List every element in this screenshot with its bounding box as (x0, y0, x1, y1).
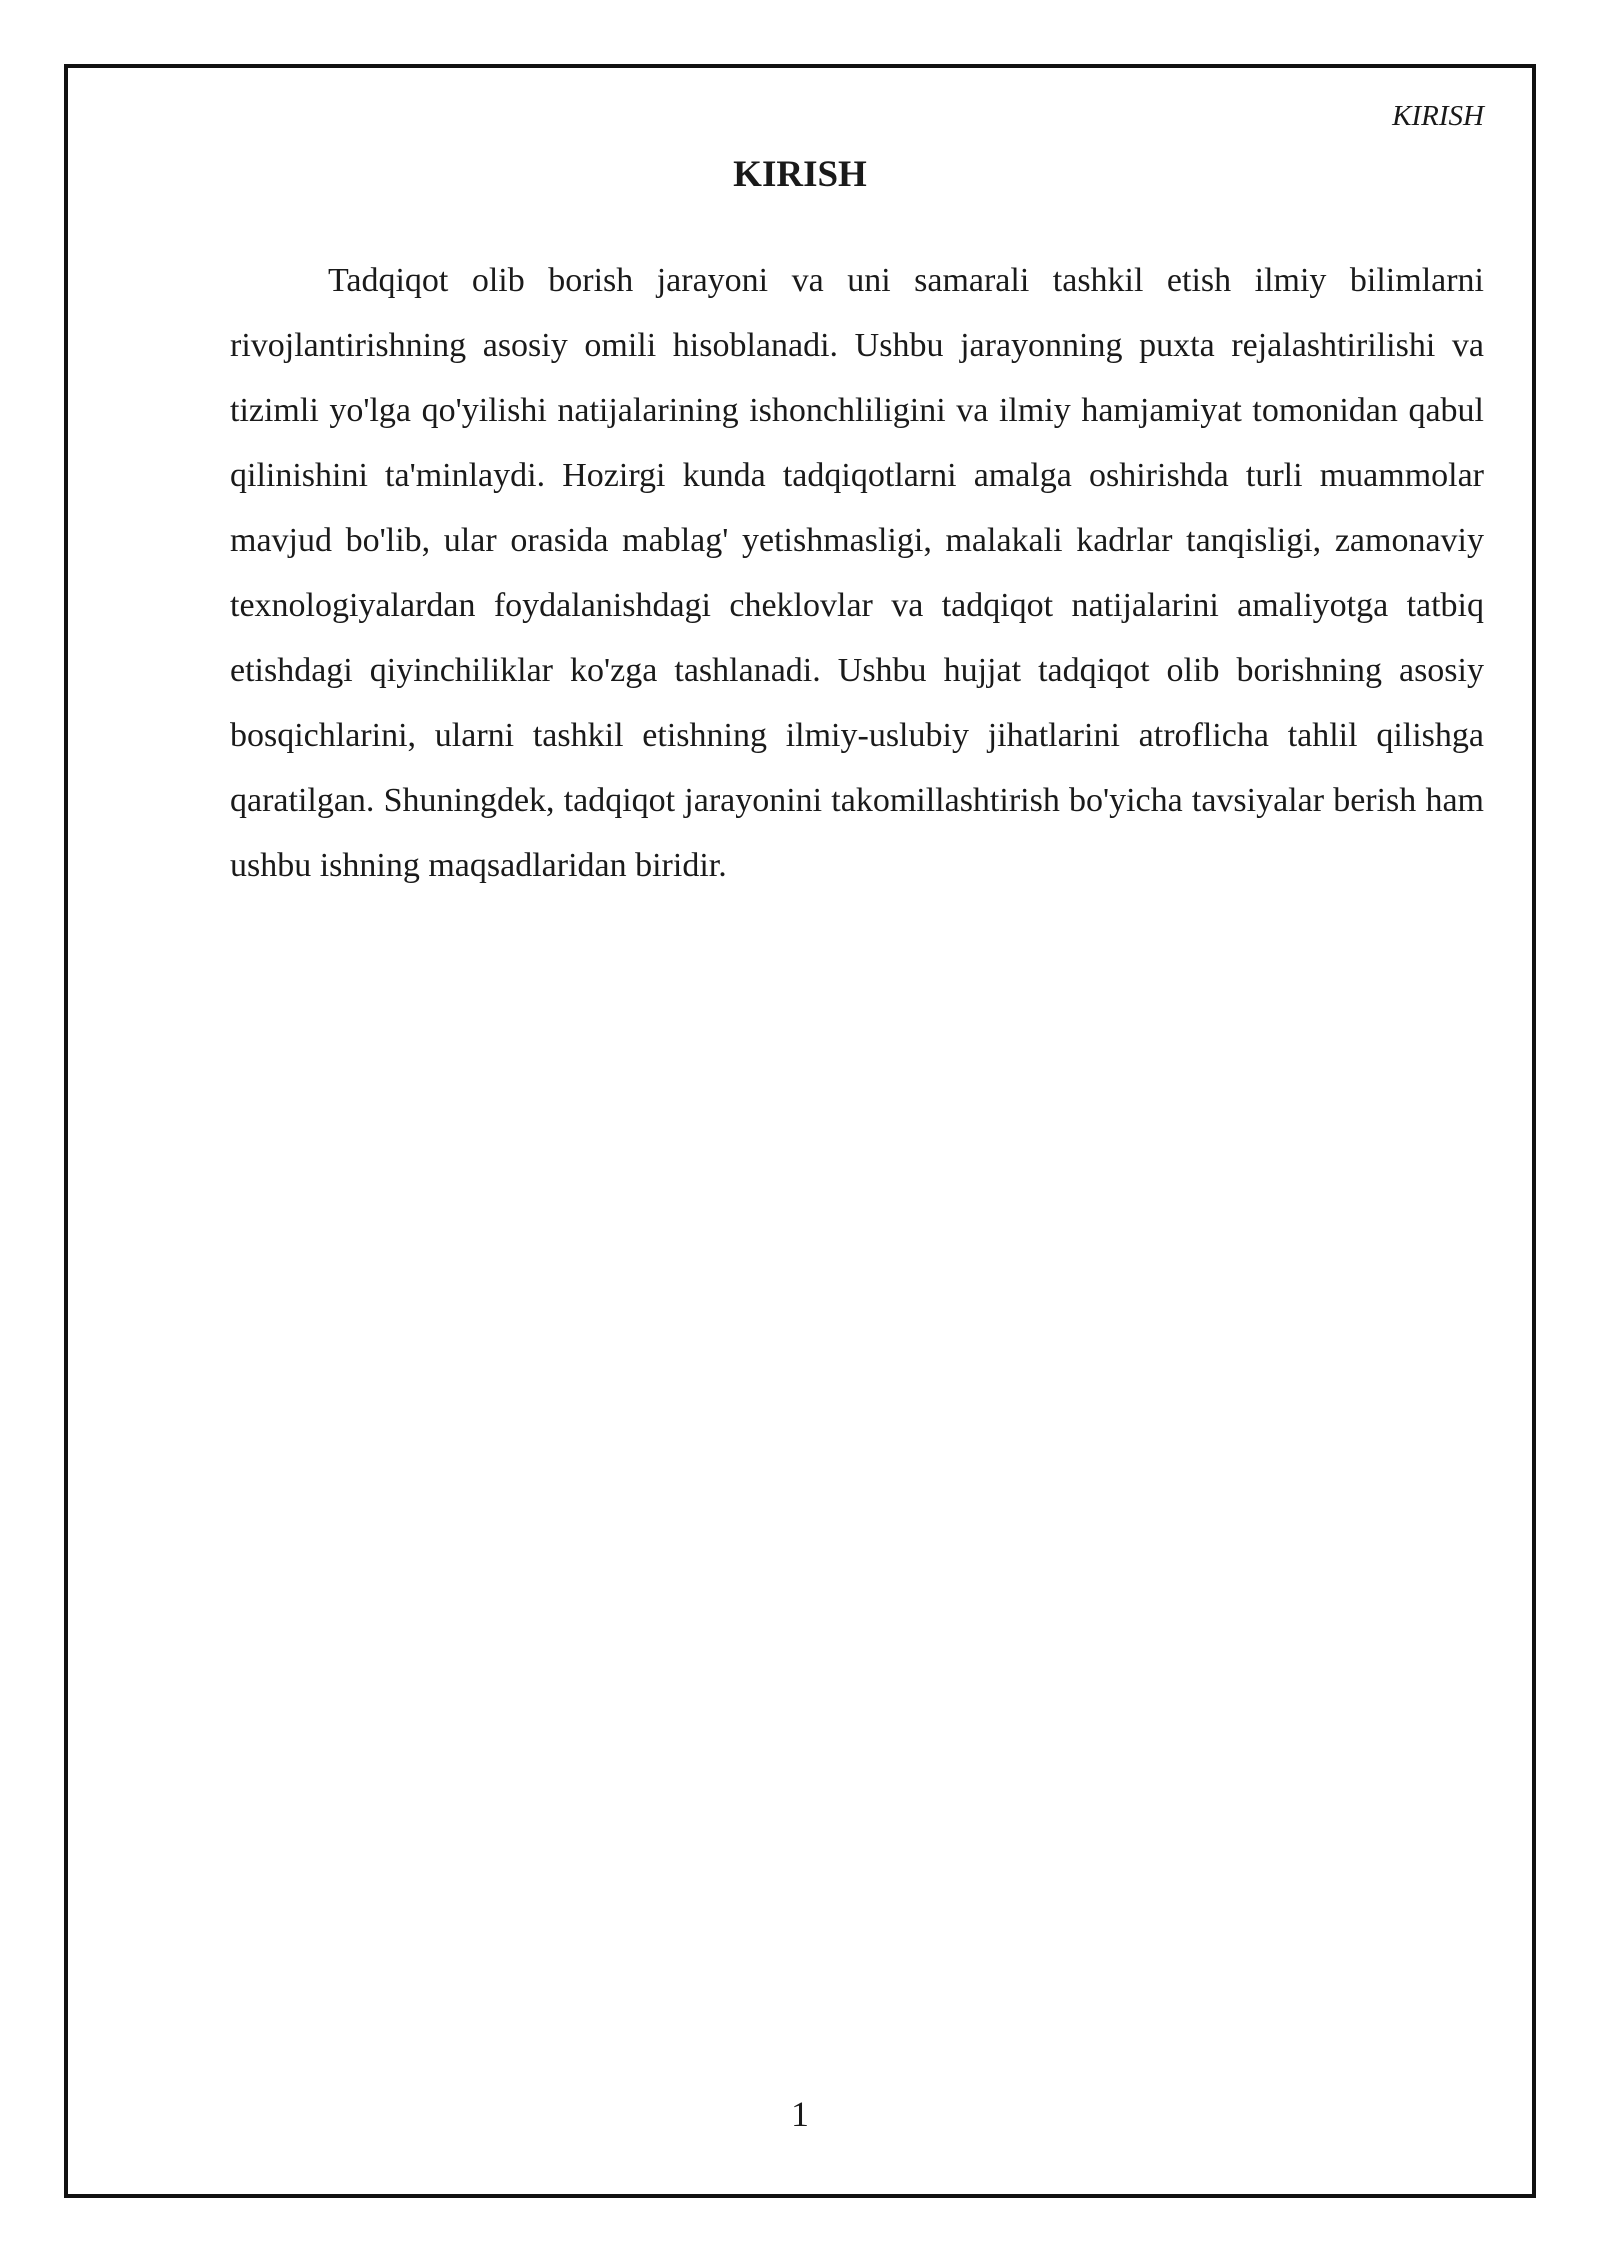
page-number: 1 (791, 2094, 809, 2134)
page-border (64, 64, 1536, 2198)
page-title: KIRISH (733, 154, 867, 195)
running-header: KIRISH (1392, 100, 1484, 132)
body-paragraph: Tadqiqot olib borish jarayoni va uni samarali tashkil etish ilmiy bilimlarni rivojlantirishning asosiy omili hisoblanadi. Ushbu jarayonning puxta rejalashtirilishi va tizimli yo'lga qo'yilishi natijalarining ishonchliligini va ilmiy hamjamiyat tomonidan qabul qilinishini ta'minlaydi. Hozirgi kunda tadqiqotlarni amalga oshirishda turli muammolar mavjud bo'lib, ular orasida mablag' yetishmasligi, malakali kadrlar tanqisligi, zamonaviy texnologiyalardan foydalanishdagi cheklovlar va tadqiqot natijalarini amaliyotga tatbiq etishdagi qiyinchiliklar ko'zga tashlanadi. Ushbu hujjat tadqiqot olib borishning asosiy bosqichlarini, ularni tashkil etishning ilmiy-uslubiy jihatlarini atroflicha tahlil qilishga qaratilgan. Shuningdek, tadqiqot jarayonini takomillashtirish bo'yicha tavsiyalar berish ham ushbu ishning maqsadlaridan biridir. (230, 262, 1484, 884)
